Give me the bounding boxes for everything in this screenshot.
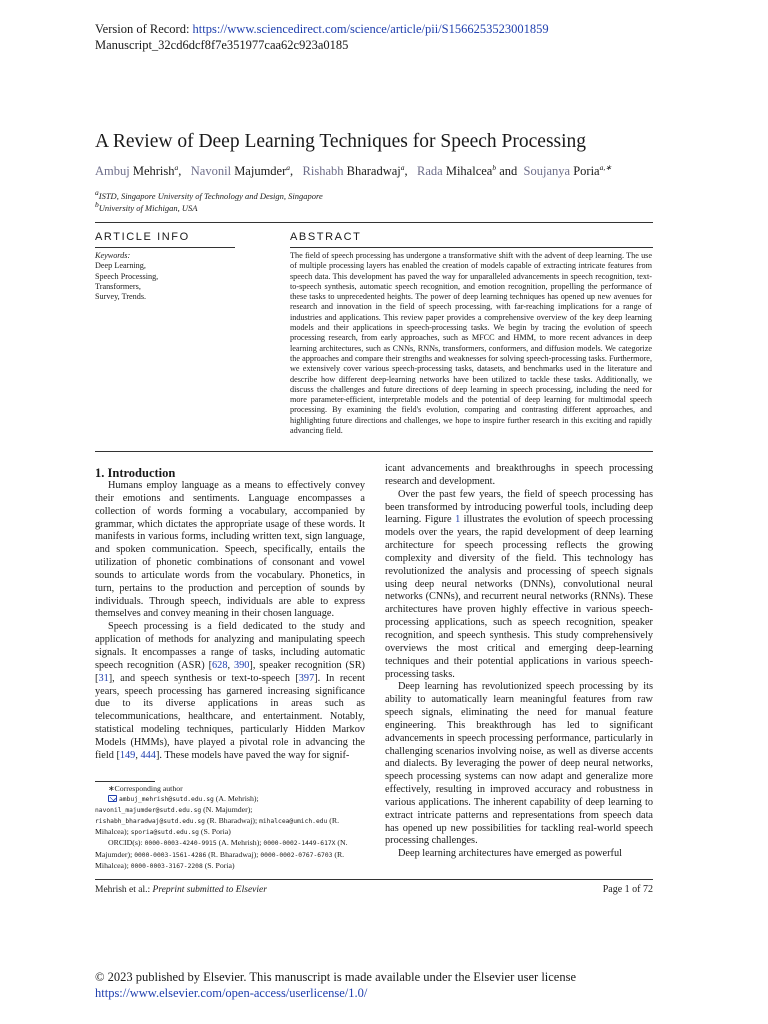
abstract-heading: ABSTRACT (290, 231, 362, 243)
author[interactable]: Rada Mihalcea$^b$ (417, 162, 497, 178)
article-info-heading: ARTICLE INFO (95, 231, 190, 243)
keyword: Deep Learning, (95, 261, 146, 271)
affiliation-b: bUniversity of Michigan, USA (95, 200, 198, 213)
version-of-record (95, 21, 549, 37)
license-link[interactable]: https://www.elsevier.com/open-access/userlicense/1.0/ (95, 986, 368, 1000)
author-conjunction: and (499, 164, 518, 178)
author[interactable]: Soujanya Poria$^{a,∗}$ (523, 162, 612, 178)
keyword: Speech Processing, (95, 271, 159, 281)
footer-preprint: Preprint submitted to Elsevier (152, 885, 267, 895)
paragraph: Humans employ language as a means to effectively convey their emotions and sentiments. Language encompasses a collection of words forming a vocabulary, accompanied by grammar, which dictates the appropriate usage of these words. It manifests in various forms, including written text, sign language, and spoken communication. Speech, specifically, entails the utilization of phonetic combinations of consonant and vowel sounds to articulate words from the vocabulary. Phonetics, in turn, pertains to the production and perception of sounds by individuals. Through speech, individuals are able to express themselves and convey meaning in their chosen language. (95, 480, 365, 620)
paper-title: A Review of Deep Learning Techniques for Speech Processing (95, 131, 587, 152)
footer-authors: Mehrish et al.: (95, 885, 151, 895)
author[interactable]: Navonil Majumder$^a$ (190, 162, 291, 178)
email-link[interactable]: navonil_majumder@sutd.edu.sg (95, 807, 202, 815)
citation-link[interactable]: 444 (140, 749, 156, 761)
record-label: Version of Record: (95, 22, 190, 36)
right-column (385, 463, 653, 861)
author[interactable]: Ambuj Mehrish$^a$ (95, 162, 179, 178)
orcid-list: ORCID(s): 0000-0003-4240-9915 (A. Mehrish); 0000-0002-1449-617X (N. Majumder); 0000-0003-1561-4286 (R. Bharadwaj); 0000-0002-0767-6703 (R. Mihalcea); 0000-0003-3167-2208 (S. Poria) (95, 838, 348, 870)
citation-link[interactable]: 628 (212, 659, 228, 671)
bottom-abstract-divider (95, 451, 653, 452)
copyright-notice: © 2023 published by Elsevier. This manuscript is made available under the Elsevier user license (95, 970, 577, 984)
record-link[interactable]: https://www.sciencedirect.com/science/article/pii/S1566253523001859 (192, 22, 549, 36)
orcid-id: 0000-0002-1449-617X (263, 840, 336, 848)
corresponding-author-note: ∗Corresponding author (108, 784, 183, 793)
abstract-text: The field of speech processing has undergone a transformative shift with the advent of deep learning. The use of multiple processing layers has enabled the creation of models capable of extracting intricate features from speech data. This development has paved the way for unparalleled advancements in speech recognition, text-to-speech synthesis, automatic speech recognition, and emotion recognition, propelling the performance of these tasks to unprecedented heights. The power of deep learning techniques has opened up new avenues for research and innovation in the field of speech processing, with far-reaching implications for a range of industries and applications. This review paper provides a comprehensive overview of the key deep learning models and their applications in speech-processing tasks. We begin by tracing the evolution of speech processing research, from early approaches, such as MFCC and HMM, to more recent advances in deep learning architectures, such as CNNs, RNNs, transformers, conformers, and diffusion models. We categorize the approaches and compare their strengths and weaknesses for solving speech-processing tasks. Furthermore, we extensively cover various speech-processing tasks, datasets, and benchmarks used in the literature and describe how different deep-learning networks have been utilized to tackle these tasks. Additionally, we discuss the challenges and future directions of deep learning in speech processing, including the need for more parameter-efficient, interpretable models and the potential of deep learning for multimodal speech processing. By examining the field's evolution, comparing and contrasting different approaches, and highlighting future directions and challenges, we hope to inspire further research in this exciting and rapidly advancing field. (290, 251, 652, 436)
orcid-id: 0000-0003-4240-9915 (144, 840, 217, 848)
paragraph-continuation: icant advancements and breakthroughs in speech processing research and development. (385, 463, 653, 487)
email-icon (108, 795, 117, 802)
affiliation-a: aISTD, Singapore University of Technology and Design, Singapore (95, 188, 323, 201)
running-footer (95, 884, 267, 896)
footnote-divider (95, 781, 155, 782)
article-info-divider (95, 247, 235, 248)
paragraph: Deep learning architectures have emerged as powerful (398, 848, 622, 860)
keywords (95, 251, 275, 302)
author-affiliation-mark[interactable]: a (174, 162, 179, 172)
manuscript-id: Manuscript_32cd6dcf8f7e351977caa62c923a0185 (95, 38, 349, 52)
footnotes (95, 784, 367, 872)
email-link[interactable]: sporia@sutd.edu.sg (130, 829, 199, 837)
author-affiliation-mark[interactable]: b (492, 162, 497, 172)
citation-link[interactable]: 397 (298, 672, 315, 684)
orcid-id: 0000-0003-3167-2208 (130, 862, 203, 870)
orcid-id: 0000-0003-1561-4286 (134, 851, 207, 859)
author-list: Ambuj Mehrish$^a$, Navonil Majumder$^a$, Rishabh Bharadwaj$^a$, Rada Mihalcea$^b$ and Soujanya Poria$^{a,∗}$ (95, 162, 612, 178)
figure-link[interactable]: 1 (455, 514, 461, 526)
email-link[interactable]: rishabh_bharadwaj@sutd.edu.sg (95, 818, 205, 826)
paragraph: Speech processing is a field dedicated to the study and application of methods for analyzing and manipulating speech signals. It encompasses a range of tasks, including automatic speech recognition (ASR) [628, 390], speaker recognition (SR) [31], and speech synthesis or text-to-speech [397]. In recent years, speech processing has garnered increasing significance due to its diverse applications in areas such as telecommunications, healthcare, and entertainment. Notably, statistical modeling techniques, particularly Hidden Markov Models (HMMs), have played a pivotal role in advancing the field [149, 444]. These models have paved the way for signif- (95, 621, 365, 761)
email-link[interactable]: mihalcea@umich.edu (259, 818, 328, 826)
citation-link[interactable]: 390 (233, 659, 250, 671)
author[interactable]: Rishabh Bharadwaj$^a$ (302, 162, 405, 178)
page-number: Page 1 of 72 (602, 884, 653, 895)
citation-link[interactable]: 149 (119, 749, 136, 761)
email-link[interactable]: ambuj_mehrish@sutd.edu.sg (119, 796, 214, 804)
keywords-label: Keywords: (95, 251, 131, 260)
left-column (95, 480, 365, 763)
author-affiliation-mark[interactable]: a,∗ (599, 162, 612, 172)
footer-divider (95, 879, 653, 880)
paragraph: Deep learning has revolutionized speech processing by its ability to automatically learn meaningful features from raw speech signals, eliminating the need for manual feature engineering. This breakthrough has led to significant advancements in speech processing performance, particularly in challenging scenarios involving noise, as well as diverse accents and dialects. By leveraging the power of deep neural networks, speech processing systems can now adapt and generalize more effectively, resulting in improved accuracy and robustness in various applications. The inherent capability of deep learning to extract intricate patterns and representations from speech data has opened up new possibilities for tackling real-world speech processing challenges. (385, 681, 653, 847)
email-list: ambuj_mehrish@sutd.edu.sg (A. Mehrish); navonil_majumder@sutd.edu.sg (N. Majumder); rishabh_bharadwaj@sutd.edu.sg (R. Bharadwaj); mihalcea@umich.edu (R. Mihalcea); sporia@sutd.edu.sg (S. Poria) (95, 794, 340, 837)
citation-link[interactable]: 31 (98, 672, 109, 684)
author-affiliation-mark[interactable]: a (400, 162, 405, 172)
orcid-id: 0000-0002-0767-6703 (260, 851, 333, 859)
keyword: Transformers, (95, 281, 141, 291)
top-divider (95, 222, 653, 223)
paragraph: Over the past few years, the field of speech processing has been transformed by introducing powerful tools, including deep learning. Figure 1 illustrates the evolution of speech processing models over the years, the rapid development of deep learning architecture for speech processing reflects the growing complexity and diversity of the field. This technology has revolutionized the analysis and processing of speech signals using deep neural networks (DNNs), convolutional neural networks (CNNs), and recurrent neural networks (RNNs). These architectures have proven highly effective in various speech-processing applications, such as speech recognition, speaker recognition, and speech synthesis. This study comprehensively overviews the most critical and emerging deep-learning techniques and their potential applications in various speech-processing tasks. (385, 488, 654, 680)
keyword: Survey, Trends. (95, 292, 147, 302)
abstract-divider (290, 247, 653, 248)
author-affiliation-mark[interactable]: a (286, 162, 291, 172)
section-heading-introduction: 1. Introduction (95, 466, 176, 480)
